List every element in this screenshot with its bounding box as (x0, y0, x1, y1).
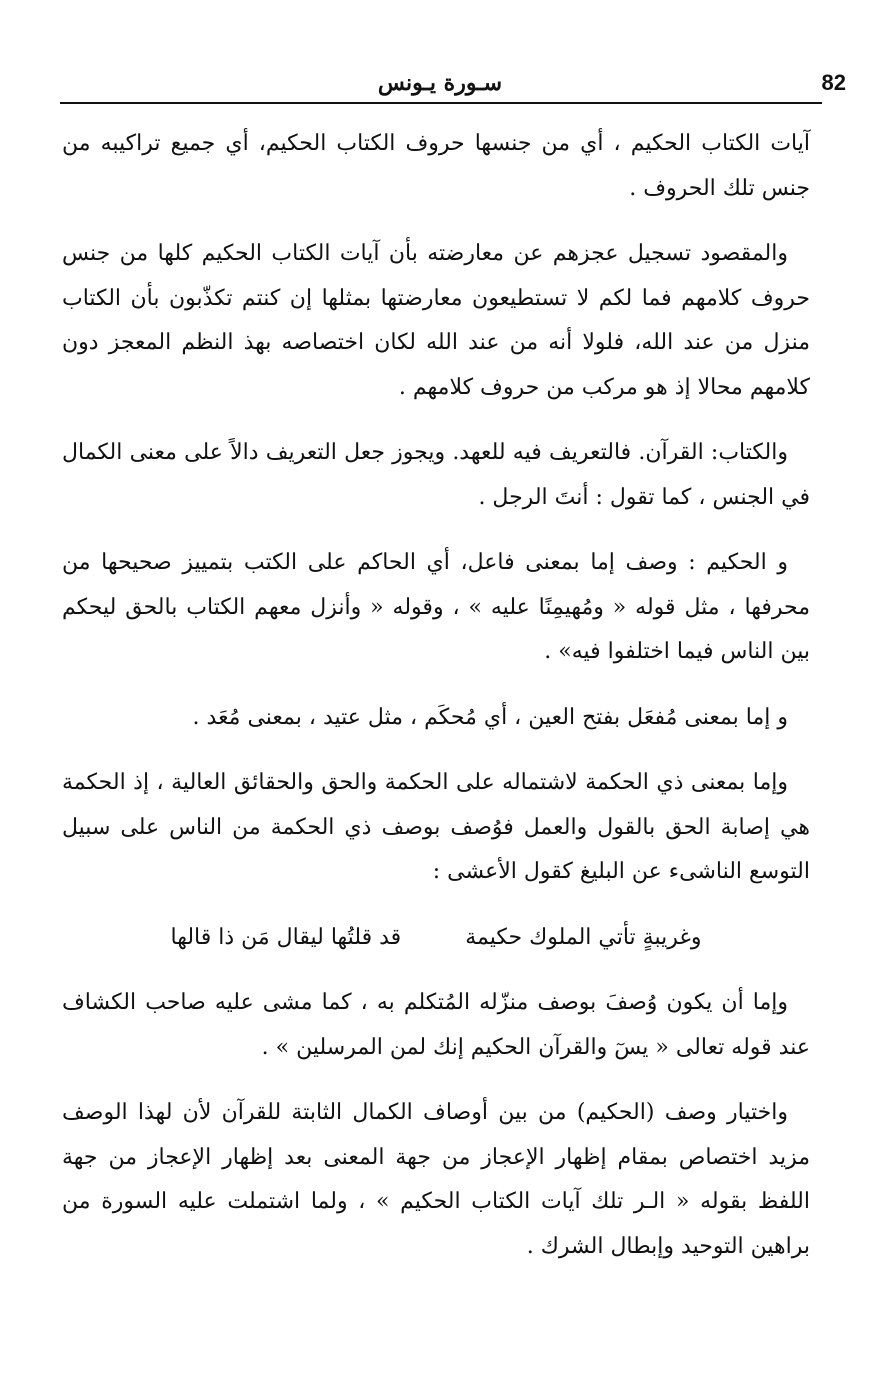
verse-hemistich-first: وغريبةٍ تأتي الملوك حكيمة (465, 924, 702, 950)
paragraph: و إما بمعنى مُفعَل بفتح العين ، أي مُحكَم ، مثل عتيد ، بمعنى مُعَد . (192, 704, 788, 730)
paragraph: وإما أن يكون وُصفَ بوصف منزّله المُتكلم به ، كما مشى عليه صاحب الكشاف عند قوله تعالى « يسٓ والقرآن الحكيم إنك لمن المرسلين » . (62, 990, 810, 1060)
running-title: سـورة يـونس (377, 70, 503, 96)
page-header (60, 66, 846, 102)
paragraph: آيات الكتاب الحكيم ، أي من جنسها حروف الكتاب الحكيم، أي جميع تراكيبه من جنس تلك الحروف . (62, 131, 810, 201)
paragraph: والكتاب: القرآن. فالتعريف فيه للعهد. ويجوز جعل التعريف دالاً على معنى الكمال في الجنس ، كما تقول : أنتَ الرجل . (62, 440, 810, 510)
paragraph: واختيار وصف (الحكيم) من بين أوصاف الكمال الثابتة للقرآن لأن لهذا الوصف مزيد اختصاص بمقام إظهار الإعجاز من جهة المعنى بعد إظهار الإعجاز من جهة اللفظ بقوله « الـر تلك آيات الكتاب الحكيم » ، ولما اشتملت عليه السورة من براهين التوحيد وإبطال الشرك . (62, 1100, 810, 1259)
poetry-verse (62, 916, 810, 961)
paragraph: والمقصود تسجيل عجزهم عن معارضته بأن آيات الكتاب الحكيم كلها من جنس حروف كلامهم فما لكم لا تستطيعون معارضتها بمثلها إن كنتم تكذّبون بأن الكتاب منزل من عند الله، فلولا أنه من عند الله لكان اختصاصه بهذ النظم المعجز دون كلامهم محالا إذ هو مركب من حروف كلامهم . (62, 241, 810, 400)
header-rule (60, 102, 822, 104)
page-number: 82 (821, 70, 846, 95)
paragraph: وإما بمعنى ذي الحكمة لاشتماله على الحكمة والحق والحقائق العالية ، إذ الحكمة هي إصابة الحق بالقول والعمل فوُصف بوصف ذي الحكمة من الناس على سبيل التوسع الناشىء عن البليغ كقول الأعشى : (62, 770, 810, 884)
body-text (62, 122, 810, 1290)
verse-hemistich-second: قد قلتُها ليقال مَن ذا قالها (170, 924, 402, 950)
paragraph: و الحكيم : وصف إما بمعنى فاعل، أي الحاكم على الكتب بتمييز صحيحها من محرفها ، مثل قوله « ومُهيمِنًا عليه » ، وقوله « وأنزل معهم الكتاب بالحق ليحكم بين الناس فيما اختلفوا فيه» . (62, 550, 810, 664)
